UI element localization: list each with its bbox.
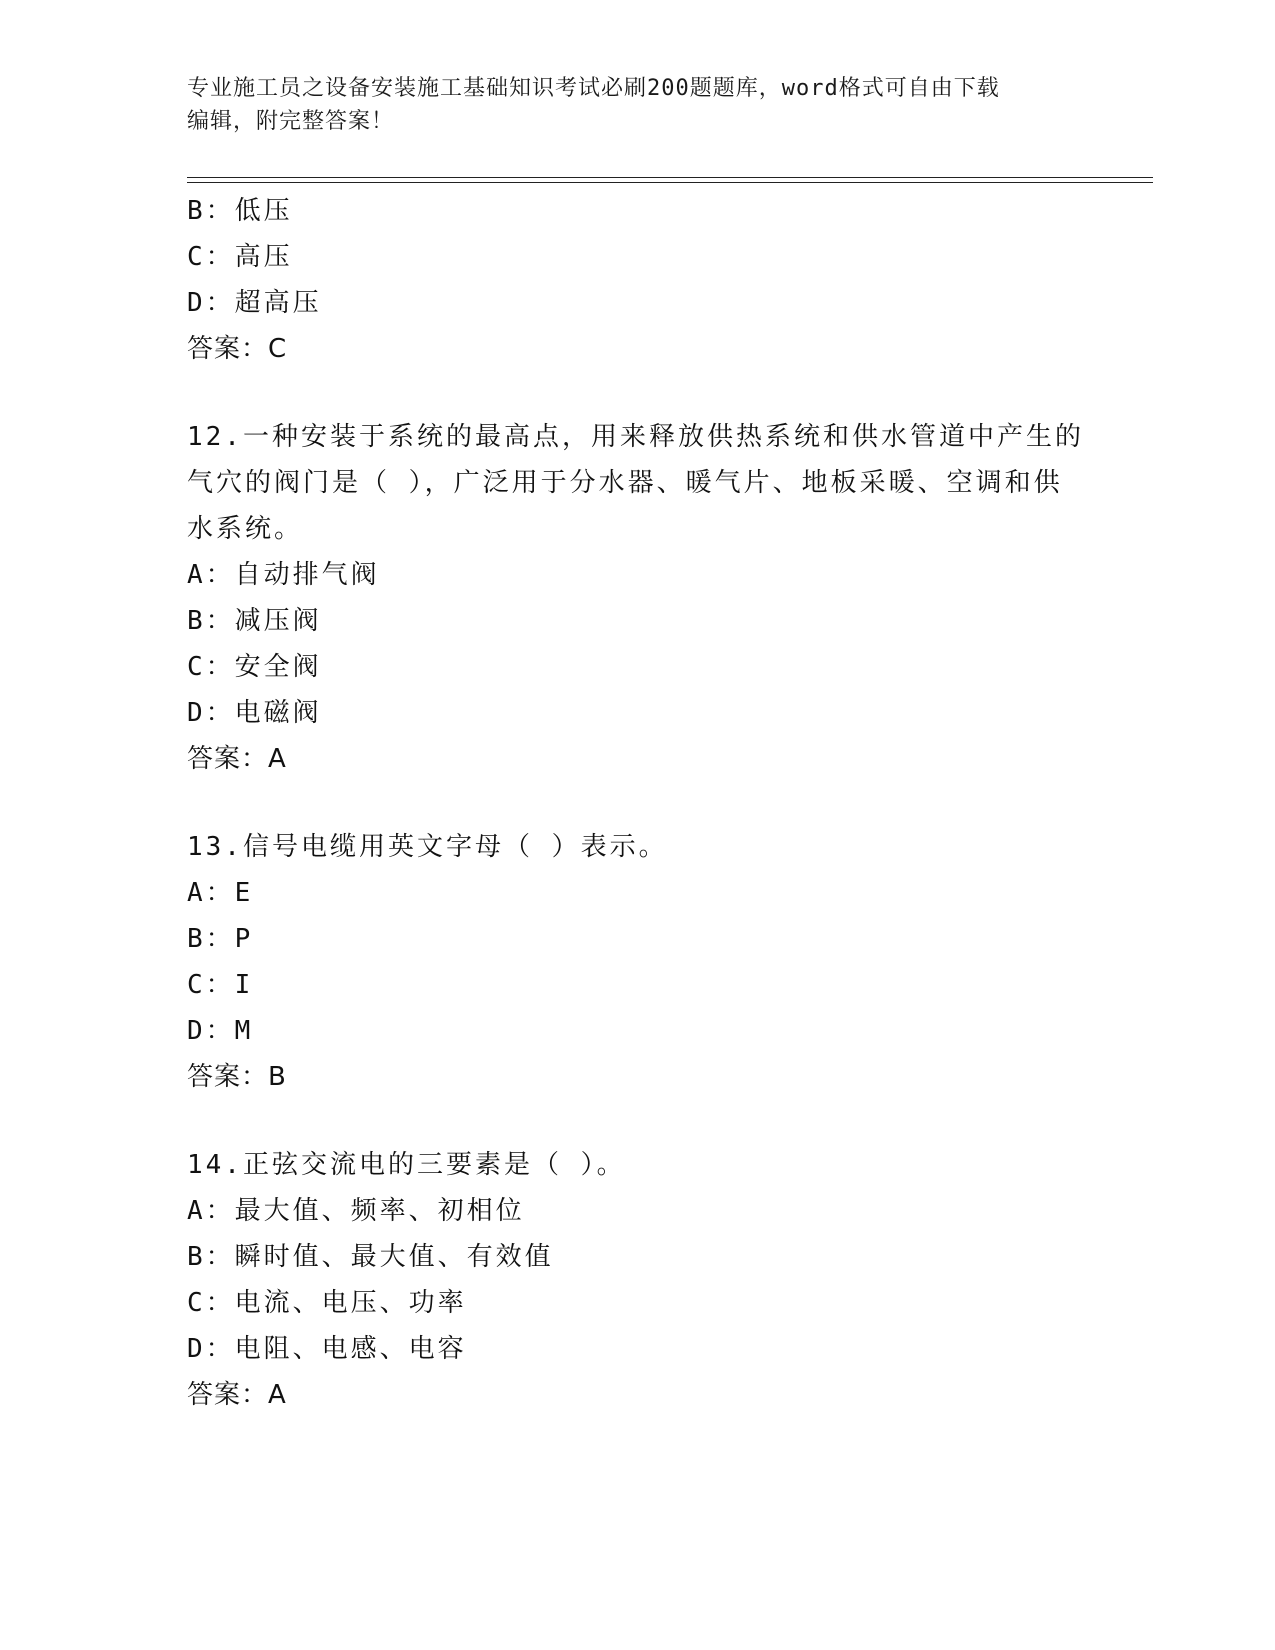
answer-line: 答案：B [187, 1062, 287, 1092]
option-a: A：E [187, 878, 254, 908]
document-header [187, 72, 1067, 138]
answer-line: 答案：A [187, 744, 287, 774]
question-text: 水系统。 [187, 514, 304, 544]
question-text: 12.一种安装于系统的最高点，用来释放供热系统和供水管道中产生的 [187, 422, 1084, 452]
option-a: A：自动排气阀 [187, 560, 380, 590]
option-c: C：I [187, 970, 254, 1000]
option-d: D：电磁阀 [187, 698, 322, 728]
option-c: C：安全阀 [187, 652, 322, 682]
question-block-11-tail [187, 188, 1087, 372]
question-text: 14.正弦交流电的三要素是（ ）。 [187, 1150, 626, 1180]
option-b: B：低压 [187, 196, 293, 226]
header-line-2: 编辑，附完整答案！ [187, 109, 395, 134]
option-d: D：M [187, 1016, 254, 1046]
option-a: A：最大值、频率、初相位 [187, 1196, 525, 1226]
spacer [187, 782, 1087, 824]
question-text: 气穴的阀门是（ ），广泛用于分水器、暖气片、地板采暖、空调和供 [187, 468, 1063, 498]
spacer [187, 372, 1087, 414]
option-c: C：电流、电压、功率 [187, 1288, 467, 1318]
answer-line: 答案：A [187, 1380, 287, 1410]
option-b: B：P [187, 924, 254, 954]
spacer [187, 1100, 1087, 1142]
answer-line: 答案：C [187, 334, 288, 364]
question-block-14 [187, 1142, 1087, 1418]
question-text: 13.信号电缆用英文字母（ ）表示。 [187, 832, 668, 862]
option-d: D：电阻、电感、电容 [187, 1334, 467, 1364]
option-c: C：高压 [187, 242, 293, 272]
header-line-1: 专业施工员之设备安装施工基础知识考试必刷200题题库，word格式可自由下载 [187, 76, 1000, 101]
option-b: B：减压阀 [187, 606, 322, 636]
header-divider-top [187, 177, 1153, 178]
question-block-12 [187, 414, 1087, 782]
option-d: D：超高压 [187, 288, 322, 318]
question-block-13 [187, 824, 1087, 1100]
option-b: B：瞬时值、最大值、有效值 [187, 1242, 554, 1272]
content-area [187, 188, 1087, 1418]
header-divider-bottom [187, 182, 1153, 183]
